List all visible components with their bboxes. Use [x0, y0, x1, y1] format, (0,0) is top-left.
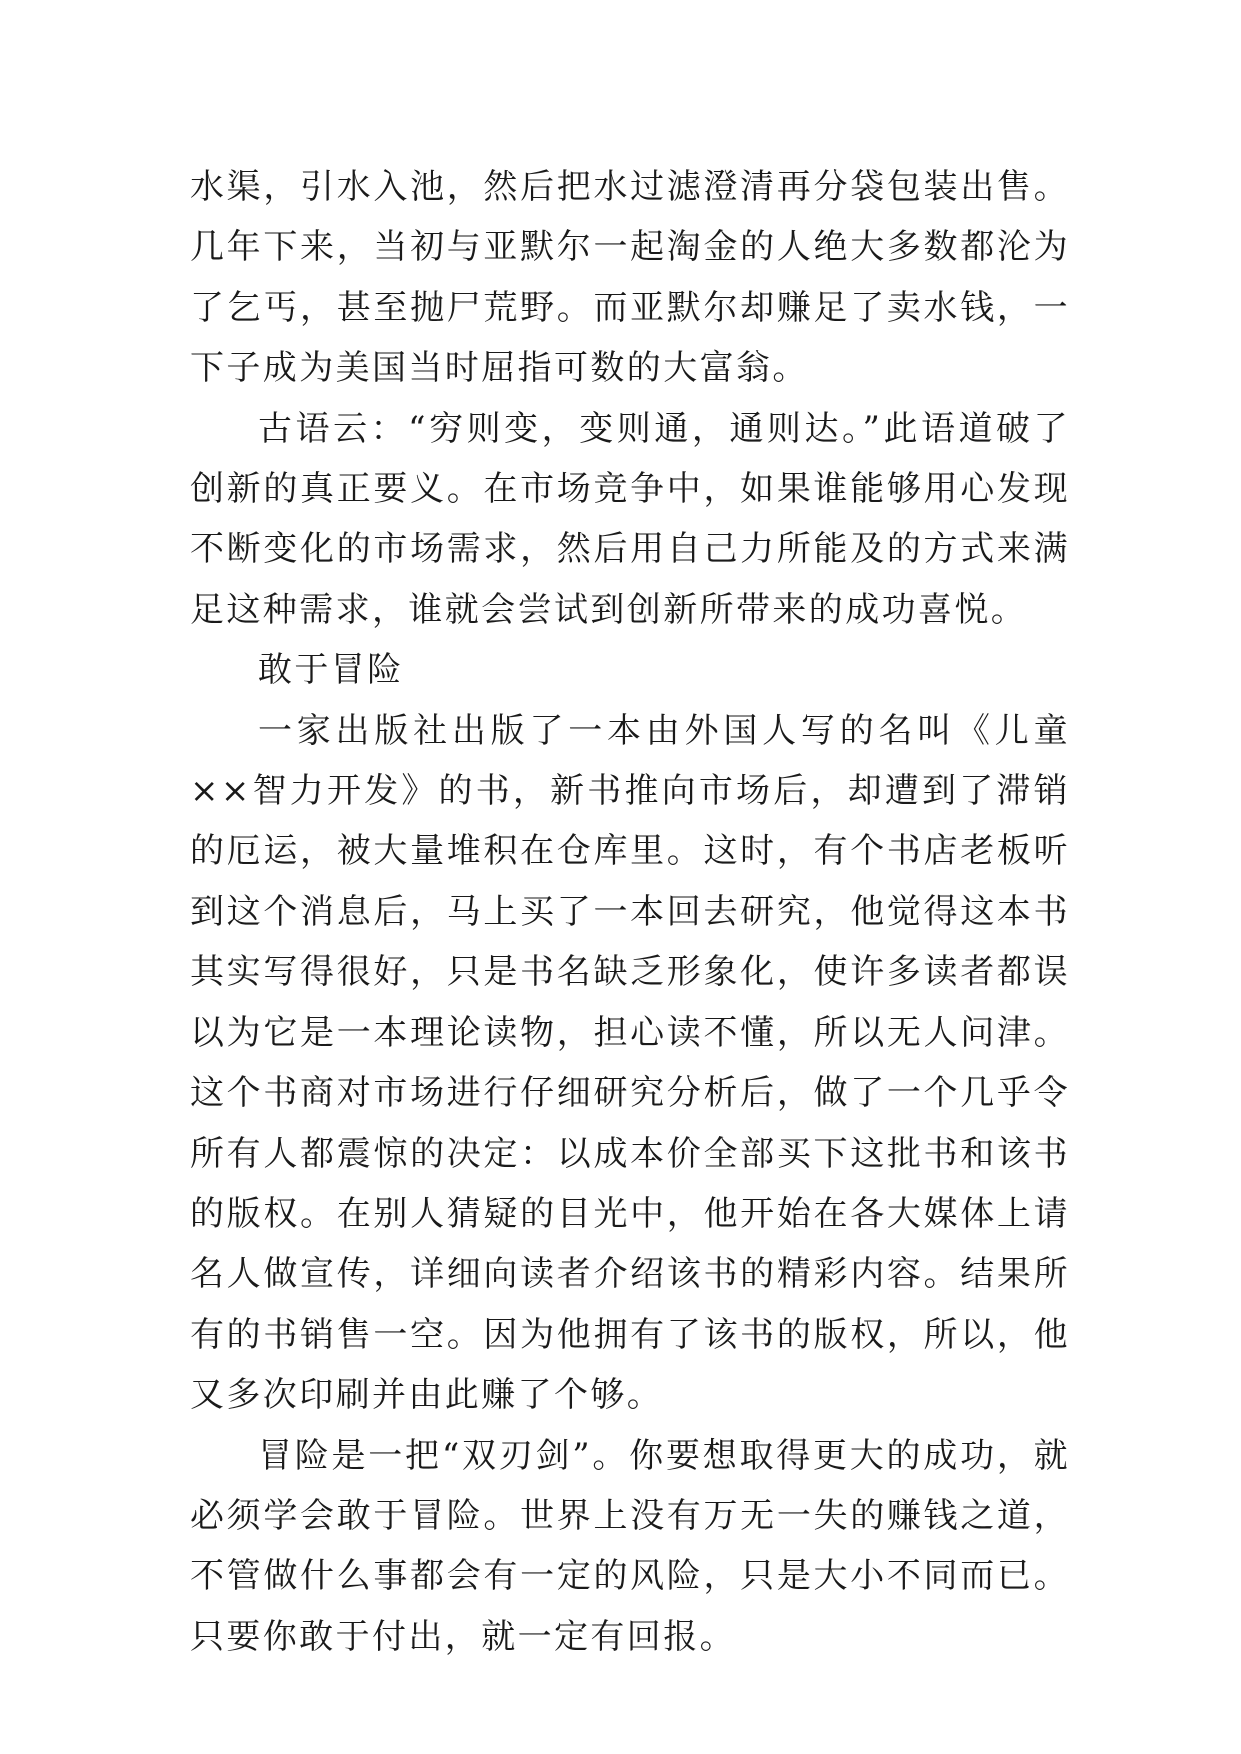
body-text [190, 157, 1070, 1667]
paragraph: 一家出版社出版了一本由外国人写的名叫《儿童××智力开发》的书，新书推向市场后，却遭到了滞销的厄运，被大量堆积在仓库里。这时，有个书店老板听到这个消息后，马上买了一本回去研究，他觉得这本书其实写得很好，只是书名缺乏形象化，使许多读者都误以为它是一本理论读物，担心读不懂，所以无人问津。这个书商对市场进行仔细研究分析后，做了一个几乎令所有人都震惊的决定：以成本价全部买下这批书和该书的版权。在别人猜疑的目光中，他开始在各大媒体上请名人做宣传，详细向读者介绍该书的精彩内容。结果所有的书销售一空。因为他拥有了该书的版权，所以，他又多次印刷并由此赚了个够。 [190, 710, 1070, 1416]
paragraph: 冒险是一把“双刃剑”。你要想取得更大的成功，就必须学会敢于冒险。世界上没有万无一失的赚钱之道，不管做什么事都会有一定的风险，只是大小不同而已。只要你敢于付出，就一定有回报。 [190, 1435, 1070, 1657]
paragraph: 水渠，引水入池，然后把水过滤澄清再分袋包装出售。几年下来，当初与亚默尔一起淘金的人绝大多数都沦为了乞丐，甚至抛尸荒野。而亚默尔却赚足了卖水钱，一下子成为美国当时屈指可数的大富翁。 [190, 167, 1070, 389]
section-heading: 敢于冒险 [258, 650, 404, 691]
paragraph: 古语云：“穷则变，变则通，通则达。”此语道破了创新的真正要义。在市场竞争中，如果谁能够用心发现不断变化的市场需求，然后用自己力所能及的方式来满足这种需求，谁就会尝试到创新所带来的成功喜悦。 [190, 408, 1070, 630]
